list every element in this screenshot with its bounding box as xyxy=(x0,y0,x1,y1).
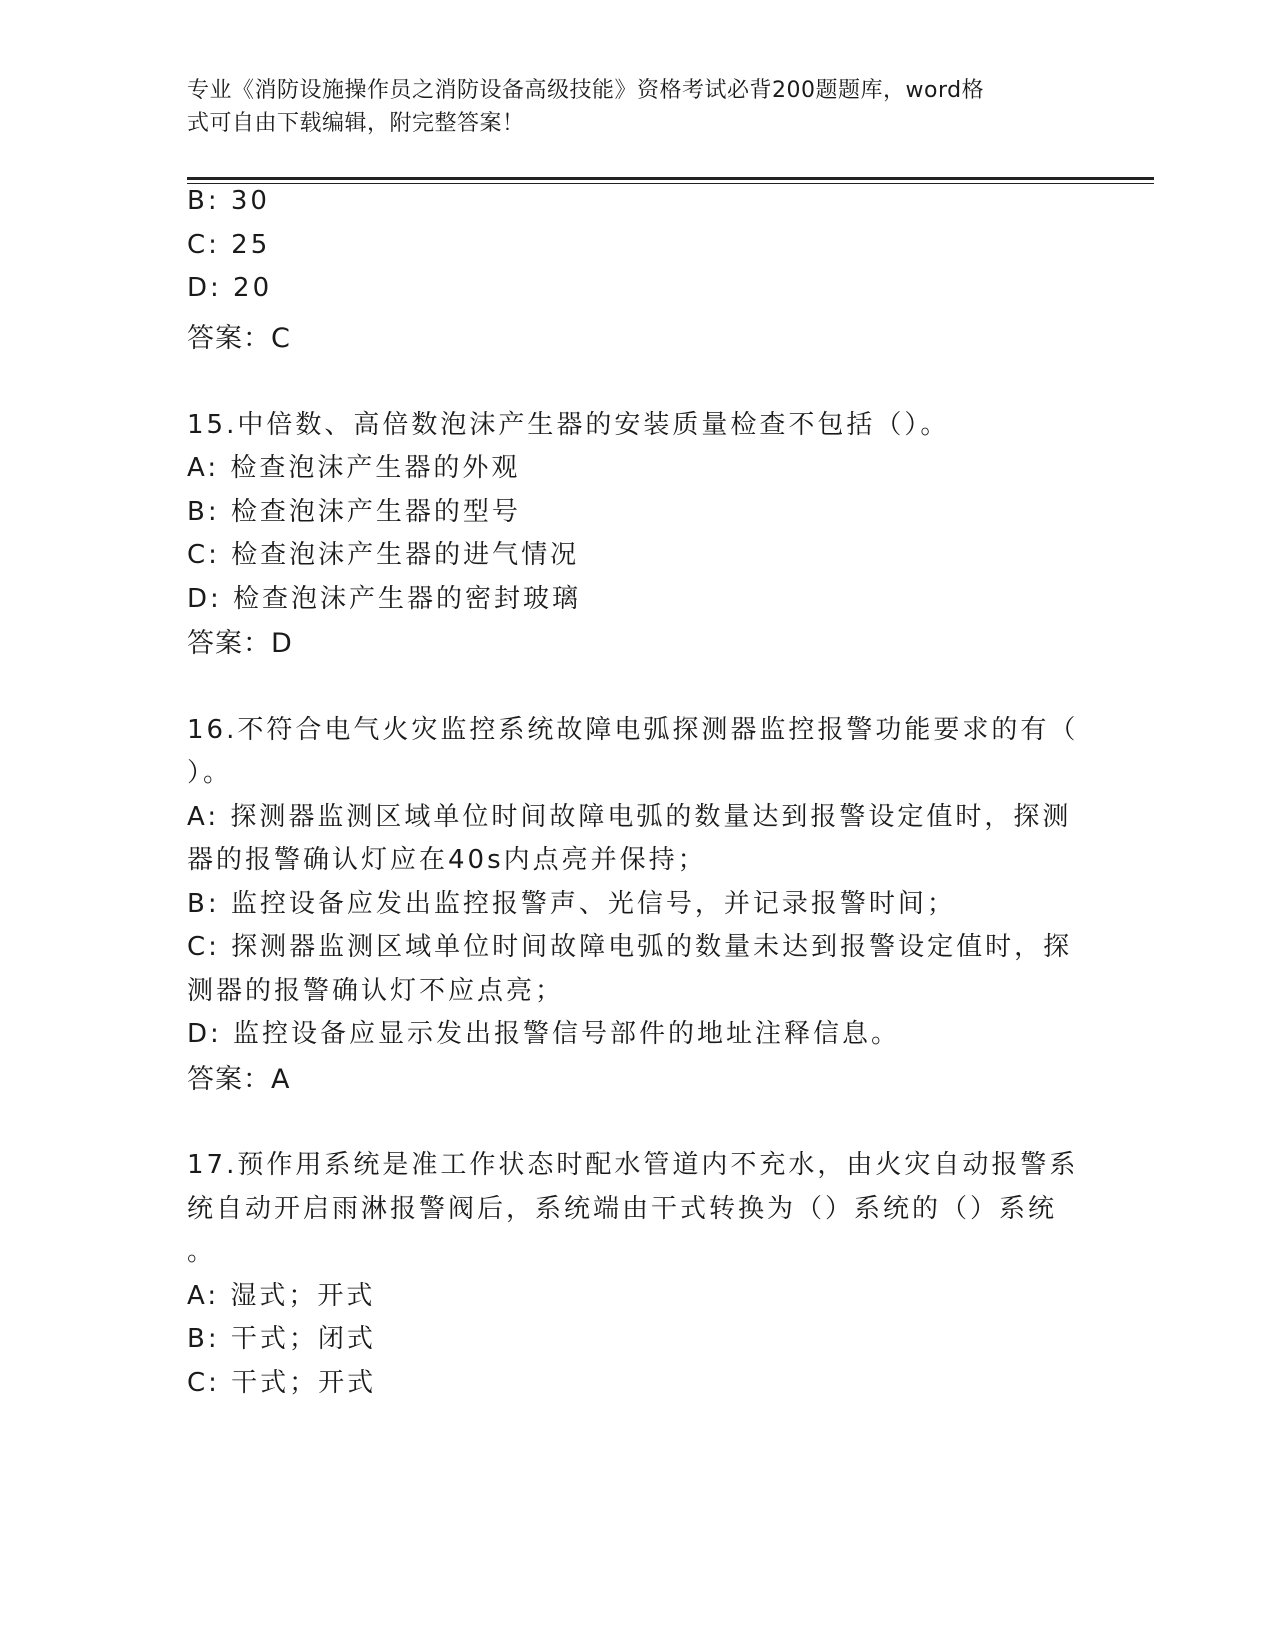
q17-option-c: C: 干式；开式 xyxy=(187,1368,377,1398)
q15-option-b: B: 检查泡沫产生器的型号 xyxy=(187,497,521,527)
q17-stem-line-1: 17.预作用系统是准工作状态时配水管道内不充水，由火灾自动报警系 xyxy=(187,1150,1079,1180)
q17-option-a: A: 湿式；开式 xyxy=(187,1281,376,1311)
q15-stem: 15.中倍数、高倍数泡沫产生器的安装质量检查不包括（）。 xyxy=(187,410,950,440)
q16-option-a-line-2: 器的报警确认灯应在40s内点亮并保持； xyxy=(187,845,707,875)
q14-option-d: D: 20 xyxy=(187,273,273,303)
q16-option-c-line-1: C: 探测器监测区域单位时间故障电弧的数量未达到报警设定值时，探 xyxy=(187,932,1073,962)
q16-option-a-line-1: A: 探测器监测区域单位时间故障电弧的数量达到报警设定值时，探测 xyxy=(187,802,1072,832)
header-divider-thin xyxy=(187,183,1154,184)
q16-option-d: D: 监控设备应显示发出报警信号部件的地址注释信息。 xyxy=(187,1019,901,1049)
q16-option-b: B: 监控设备应发出监控报警声、光信号，并记录报警时间； xyxy=(187,889,956,919)
q15-answer: 答案：D xyxy=(187,628,293,659)
q16-option-c-line-2: 测器的报警确认灯不应点亮； xyxy=(187,976,565,1006)
q17-option-b: B: 干式；闭式 xyxy=(187,1324,376,1354)
q17-stem-line-2: 统自动开启雨淋报警阀后，系统端由干式转换为（）系统的（）系统 xyxy=(187,1194,1058,1224)
q14-option-c: C: 25 xyxy=(187,230,271,260)
q15-option-d: D: 检查泡沫产生器的密封玻璃 xyxy=(187,584,582,614)
q17-stem-line-3: 。 xyxy=(187,1237,217,1267)
q14-option-b: B: 30 xyxy=(187,186,270,216)
q14-answer: 答案：C xyxy=(187,323,291,354)
q16-answer: 答案：A xyxy=(187,1064,291,1095)
header-line-1: 专业《消防设施操作员之消防设备高级技能》资格考试必背200题题库，word格 xyxy=(187,78,985,103)
q15-option-c: C: 检查泡沫产生器的进气情况 xyxy=(187,540,580,570)
header-divider-thick xyxy=(187,177,1154,180)
q16-stem-line-1: 16.不符合电气火灾监控系统故障电弧探测器监控报警功能要求的有（ xyxy=(187,715,1079,745)
q15-option-a: A: 检查泡沫产生器的外观 xyxy=(187,453,521,483)
q16-stem-line-2: ）。 xyxy=(187,758,233,788)
document-header xyxy=(187,74,1067,140)
header-line-2: 式可自由下载编辑，附完整答案！ xyxy=(187,111,525,136)
